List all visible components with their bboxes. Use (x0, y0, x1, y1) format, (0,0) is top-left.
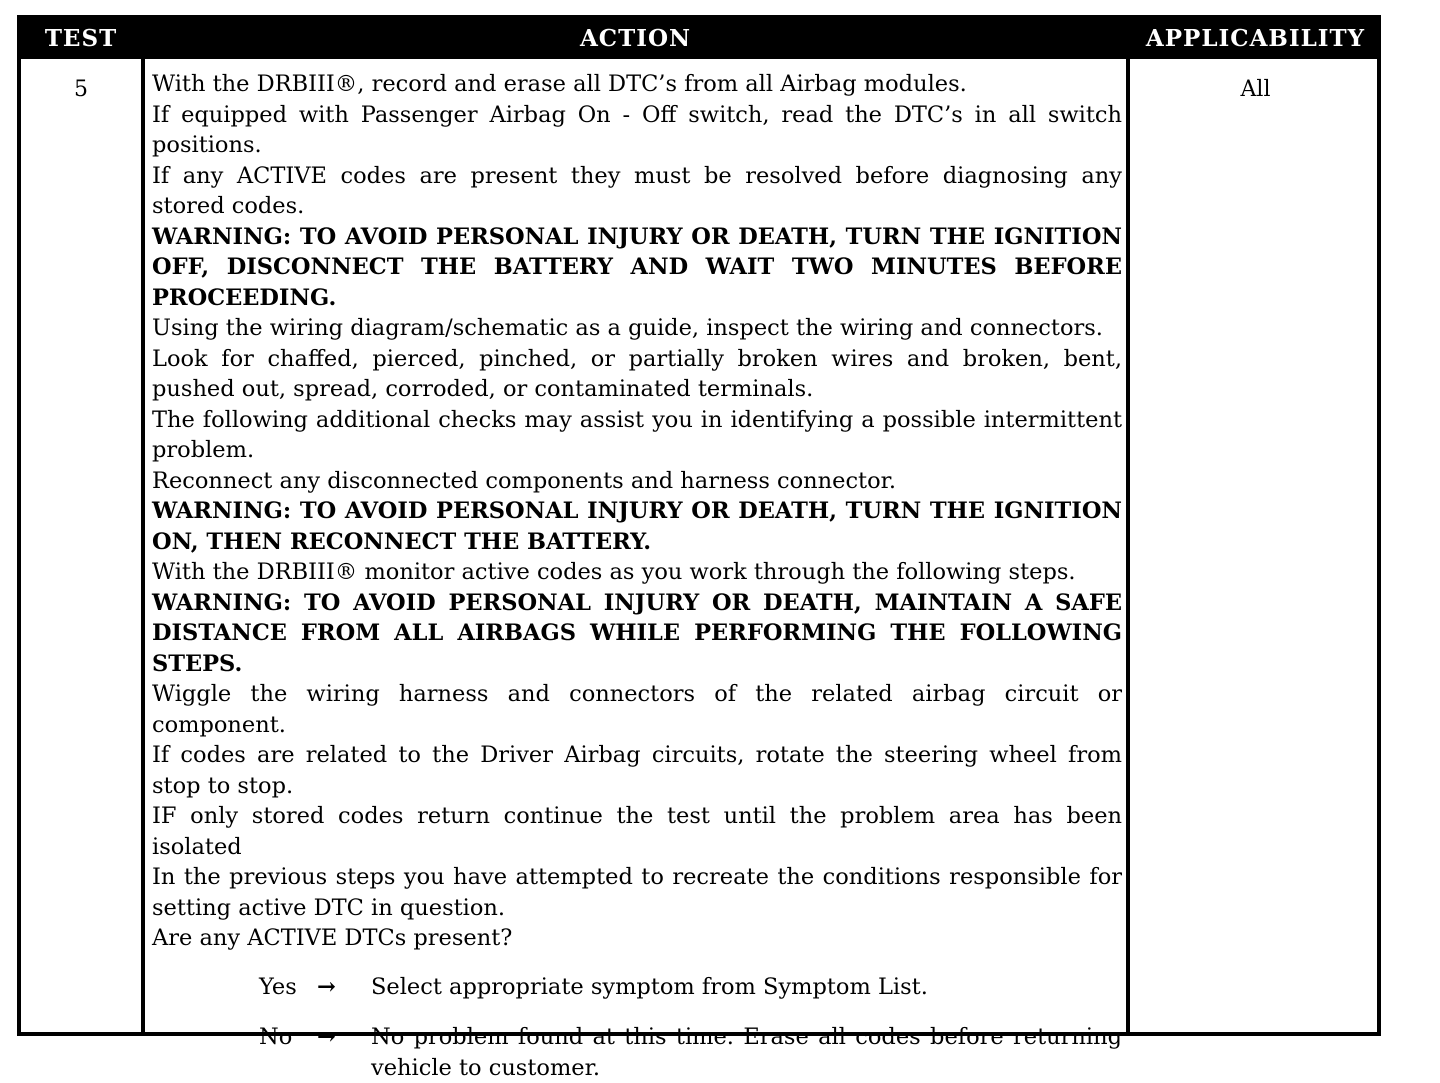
action-paragraph: Wiggle the wiring harness and connectors of the related airbag circuit or component. (152, 679, 1122, 740)
action-paragraph: Reconnect any disconnected components and harness connector. (152, 466, 1122, 497)
arrow-right-icon: → (317, 1022, 371, 1083)
action-paragraph: Look for chaffed, pierced, pinched, or partially broken wires and broken, bent, pushed out, spread, corroded, or contaminated terminals. (152, 344, 1122, 405)
table-header (21, 19, 1377, 59)
diagnostic-table (17, 15, 1381, 1036)
column-divider (141, 59, 145, 1032)
action-paragraph: With the DRBIII® monitor active codes as you work through the following steps. (152, 557, 1122, 588)
action-paragraph: Using the wiring diagram/schematic as a guide, inspect the wiring and connectors. (152, 313, 1122, 344)
choice-no (259, 1022, 1122, 1083)
action-paragraph: If any ACTIVE codes are present they must be resolved before diagnosing any stored codes. (152, 161, 1122, 222)
action-paragraph: With the DRBIII®, record and erase all DTC’s from all Airbag modules. (152, 69, 1122, 100)
column-divider (1126, 59, 1130, 1032)
action-paragraph: In the previous steps you have attempted to recreate the conditions responsible for setting active DTC in question. (152, 862, 1122, 923)
choice-label: Yes (259, 972, 317, 1003)
arrow-right-icon: → (317, 972, 371, 1003)
choice-text: Select appropriate symptom from Symptom List. (371, 972, 1122, 1003)
warning-paragraph: WARNING: TO AVOID PERSONAL INJURY OR DEATH, TURN THE IGNITION OFF, DISCONNECT THE BATTERY AND WAIT TWO MINUTES BEFORE PROCEEDING. (152, 222, 1122, 314)
applicability-value: All (1130, 77, 1381, 102)
action-paragraph: Are any ACTIVE DTCs present? (152, 923, 1122, 954)
choice-text: No problem found at this time. Erase all codes before returning vehicle to customer. (371, 1022, 1122, 1083)
warning-paragraph: WARNING: TO AVOID PERSONAL INJURY OR DEATH, MAINTAIN A SAFE DISTANCE FROM ALL AIRBAGS WHILE PERFORMING THE FOLLOWING STEPS. (152, 588, 1122, 680)
action-paragraph: If codes are related to the Driver Airbag circuits, rotate the steering wheel from stop to stop. (152, 740, 1122, 801)
action-paragraph: IF only stored codes return continue the test until the problem area has been isolated (152, 801, 1122, 862)
warning-paragraph: WARNING: TO AVOID PERSONAL INJURY OR DEATH, TURN THE IGNITION ON, THEN RECONNECT THE BATTERY. (152, 496, 1122, 557)
action-paragraph: The following additional checks may assist you in identifying a possible intermittent problem. (152, 405, 1122, 466)
action-cell (152, 69, 1122, 1083)
action-paragraphs (152, 69, 1122, 954)
header-applicability: APPLICABILITY (1130, 19, 1381, 59)
header-action: ACTION (145, 19, 1126, 59)
header-test: TEST (21, 19, 141, 59)
test-number: 5 (21, 77, 141, 102)
action-choices (152, 972, 1122, 1083)
choice-yes (259, 972, 1122, 1003)
choice-label: No (259, 1022, 317, 1083)
action-paragraph: If equipped with Passenger Airbag On - Off switch, read the DTC’s in all switch positions. (152, 100, 1122, 161)
